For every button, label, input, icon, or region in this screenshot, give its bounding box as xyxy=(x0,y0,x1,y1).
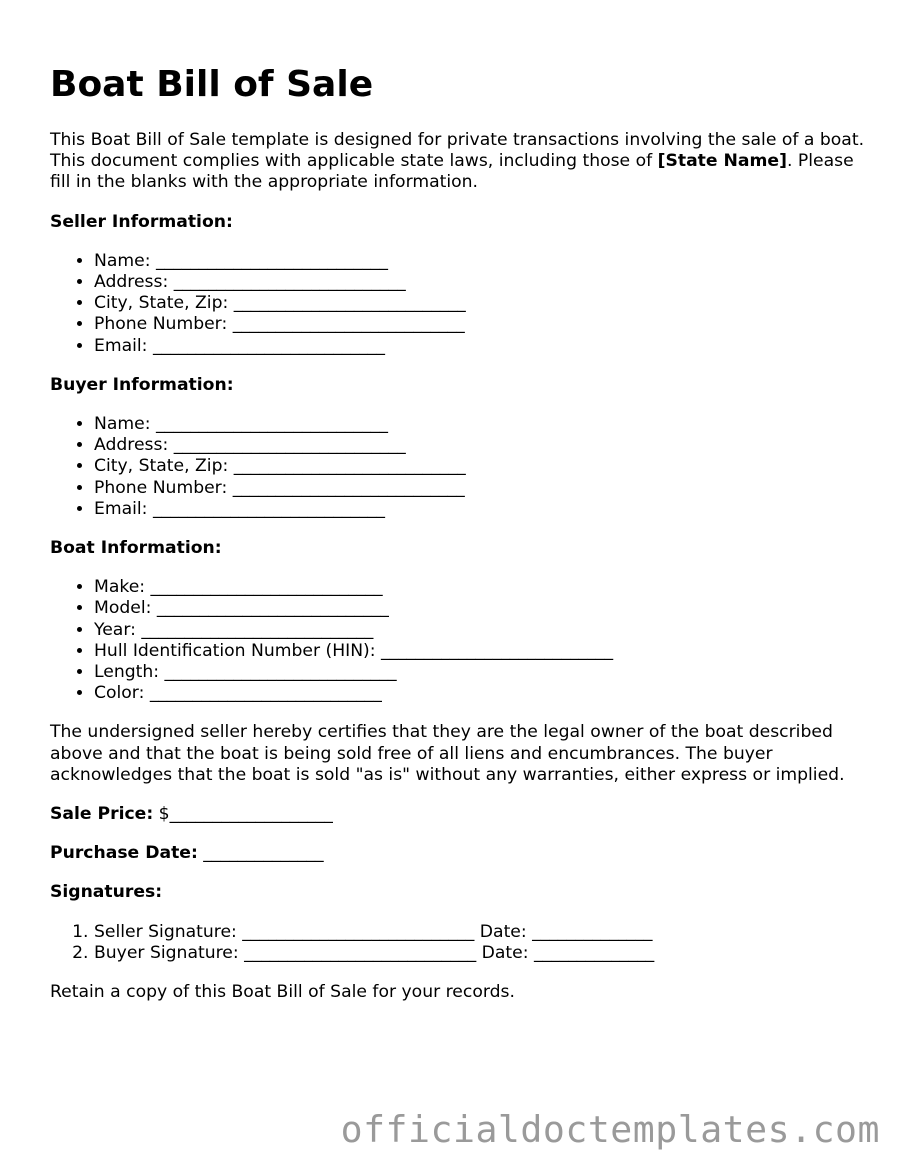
seller-signature-line: 1. Seller Signature: ___________________________ Date: ______________ xyxy=(94,922,870,943)
seller-address-field: • Address: ___________________________ xyxy=(94,272,870,293)
closing-note: Retain a copy of this Boat Bill of Sale for your records. xyxy=(50,982,515,1003)
buyer-section-heading: Buyer Information: xyxy=(50,374,234,395)
document-page xyxy=(50,60,870,1021)
seller-phone-field: • Phone Number: ___________________________ xyxy=(94,314,870,335)
boat-model-field: • Model: ___________________________ xyxy=(94,598,870,619)
document-title: Boat Bill of Sale xyxy=(50,64,374,105)
intro-paragraph xyxy=(50,130,870,194)
purchase-date-line xyxy=(50,843,870,864)
buyer-address-field: • Address: ___________________________ xyxy=(94,435,870,456)
boat-year-field: • Year: ___________________________ xyxy=(94,620,870,641)
seller-city-state-zip-field: • City, State, Zip: ___________________________ xyxy=(94,293,870,314)
buyer-email-field: • Email: ___________________________ xyxy=(94,499,870,520)
sale-price-blank: $___________________ xyxy=(153,804,333,825)
signatures-list xyxy=(50,922,870,964)
buyer-fields-list xyxy=(50,414,870,520)
sale-price-line xyxy=(50,804,870,825)
seller-fields-list xyxy=(50,251,870,357)
seller-section-heading: Seller Information: xyxy=(50,211,233,232)
buyer-phone-field: • Phone Number: ___________________________ xyxy=(94,478,870,499)
purchase-date-label: Purchase Date: xyxy=(50,843,198,864)
boat-section-heading: Boat Information: xyxy=(50,538,222,559)
boat-length-field: • Length: ___________________________ xyxy=(94,662,870,683)
purchase-date-blank: ______________ xyxy=(197,843,324,864)
boat-make-field: • Make: ___________________________ xyxy=(94,577,870,598)
buyer-city-state-zip-field: • City, State, Zip: ___________________________ xyxy=(94,456,870,477)
state-name-placeholder: [State Name] xyxy=(657,151,787,172)
seller-name-field: • Name: ___________________________ xyxy=(94,251,870,272)
boat-hin-field: • Hull Identification Number (HIN): ___________________________ xyxy=(94,641,870,662)
watermark: officialdoctemplates.com xyxy=(340,1108,880,1151)
boat-color-field: • Color: ___________________________ xyxy=(94,683,870,704)
buyer-signature-line: 2. Buyer Signature: ___________________________ Date: ______________ xyxy=(94,943,870,964)
boat-fields-list xyxy=(50,577,870,704)
signatures-heading: Signatures: xyxy=(50,882,163,903)
buyer-name-field: • Name: ___________________________ xyxy=(94,414,870,435)
sale-price-label: Sale Price: xyxy=(50,804,154,825)
seller-email-field: • Email: ___________________________ xyxy=(94,336,870,357)
intro-text-end: . Please fill in the blanks with the appropriate information. xyxy=(50,151,854,193)
intro-text-start: This Boat Bill of Sale template is designed for private transactions involving the sale of a boat. This document complies with applicable state laws, including those of xyxy=(50,130,865,172)
certification-paragraph: The undersigned seller hereby certifies that they are the legal owner of the boat described above and that the boat is being sold free of all liens and encumbrances. The buyer acknowledges that the boat is sold "as is" without any warranties, either express or implied. xyxy=(50,722,845,785)
